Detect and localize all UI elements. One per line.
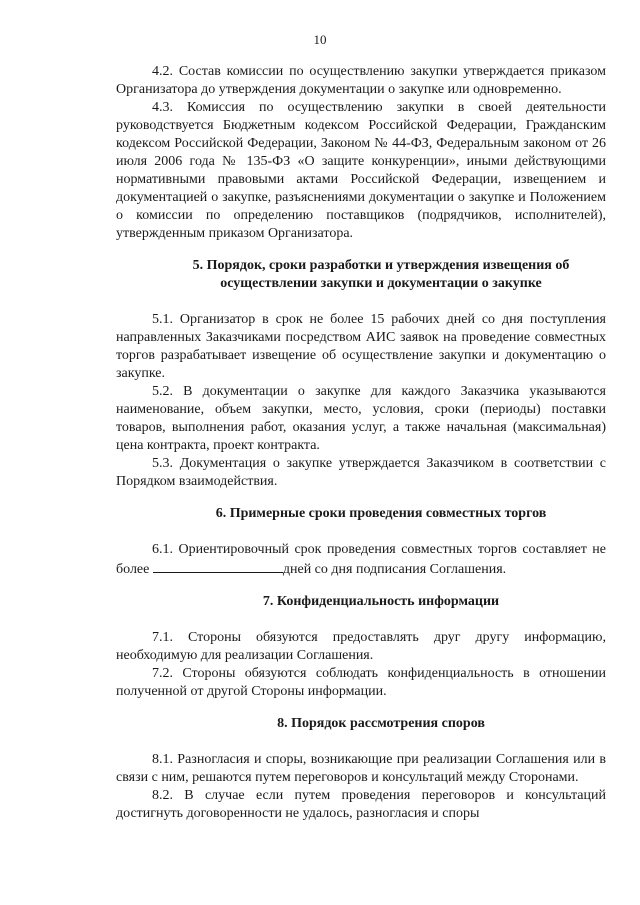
section-6-heading: 6. Примерные сроки проведения совместных торгов [215,506,547,521]
fill-in-blank[interactable] [153,559,283,573]
paragraph-6-1-start: 6.1. Ориентировочный срок проведения совместных торгов составляет не более [116,542,606,577]
paragraph-5-3: 5.3. Документация о закупке утверждается Заказчиком в соответствии с Порядком взаимодействия. [116,456,606,489]
spacer [116,611,606,629]
spacer [116,579,606,593]
spacer [116,243,606,257]
paragraph-8-1: 8.1. Разногласия и споры, возникающие при реализации Соглашения или в связи с ним, решаются путем переговоров и консультаций между Сторонами. [116,752,606,785]
section-5-heading: 5. Порядок, сроки разработки и утверждения извещения об осуществлении закупки и документации о закупке [192,258,570,291]
page-number: 10 [313,32,327,47]
spacer [116,733,606,751]
section-8-heading: 8. Порядок рассмотрения споров [277,716,485,731]
spacer [116,293,606,311]
paragraph-4-2: 4.2. Состав комиссии по осуществлению закупки утверждается приказом Организатора до утверждения документации о закупке или одновременно. [116,64,606,97]
paragraph-5-1: 5.1. Организатор в срок не более 15 рабочих дней со дня поступления направленных Заказчиками посредством АИС заявок на проведение совместных торгов разрабатывает извещение об осуществление закупки и документацию о закупке. [116,312,606,381]
paragraph-5-2: 5.2. В документации о закупке для каждого Заказчика указываются наименование, объем закупки, место, условия, сроки (периоды) поставки товаров, выполнения работ, оказания услуг, а также начальная (максимальная) цена контракта, проект контракта. [116,384,606,453]
paragraph-6-1-end: дней со дня подписания Соглашения. [282,562,507,577]
document-body [116,63,606,823]
paragraph-6-1 [116,541,606,579]
section-7-heading: 7. Конфиденциальность информации [262,594,500,609]
paragraph-7-1: 7.1. Стороны обязуются предоставлять друг другу информацию, необходимую для реализации Соглашения. [116,630,606,663]
spacer [116,701,606,715]
spacer [116,491,606,505]
paragraph-8-2: 8.2. В случае если путем проведения переговоров и консультаций достигнуть договоренности не удалось, разногласия и споры [116,788,606,821]
paragraph-4-3: 4.3. Комиссия по осуществлению закупки в своей деятельности руководствуется Бюджетным кодексом Российской Федерации, Гражданским кодексом Российской Федерации, Законом № 44-ФЗ, Федеральным законом от 26 июля 2006 года № 135-ФЗ «О защите конкуренции», иными действующими нормативными правовыми актами Российской Федерации, извещением и документацией о закупке, разъяснениями документации о закупке и Положением о комиссии по определению поставщиков (подрядчиков, исполнителей), утвержденным приказом Организатора. [116,100,606,241]
spacer [116,523,606,541]
paragraph-7-2: 7.2. Стороны обязуются соблюдать конфиденциальность в отношении полученной от другой Стороны информации. [116,666,606,699]
